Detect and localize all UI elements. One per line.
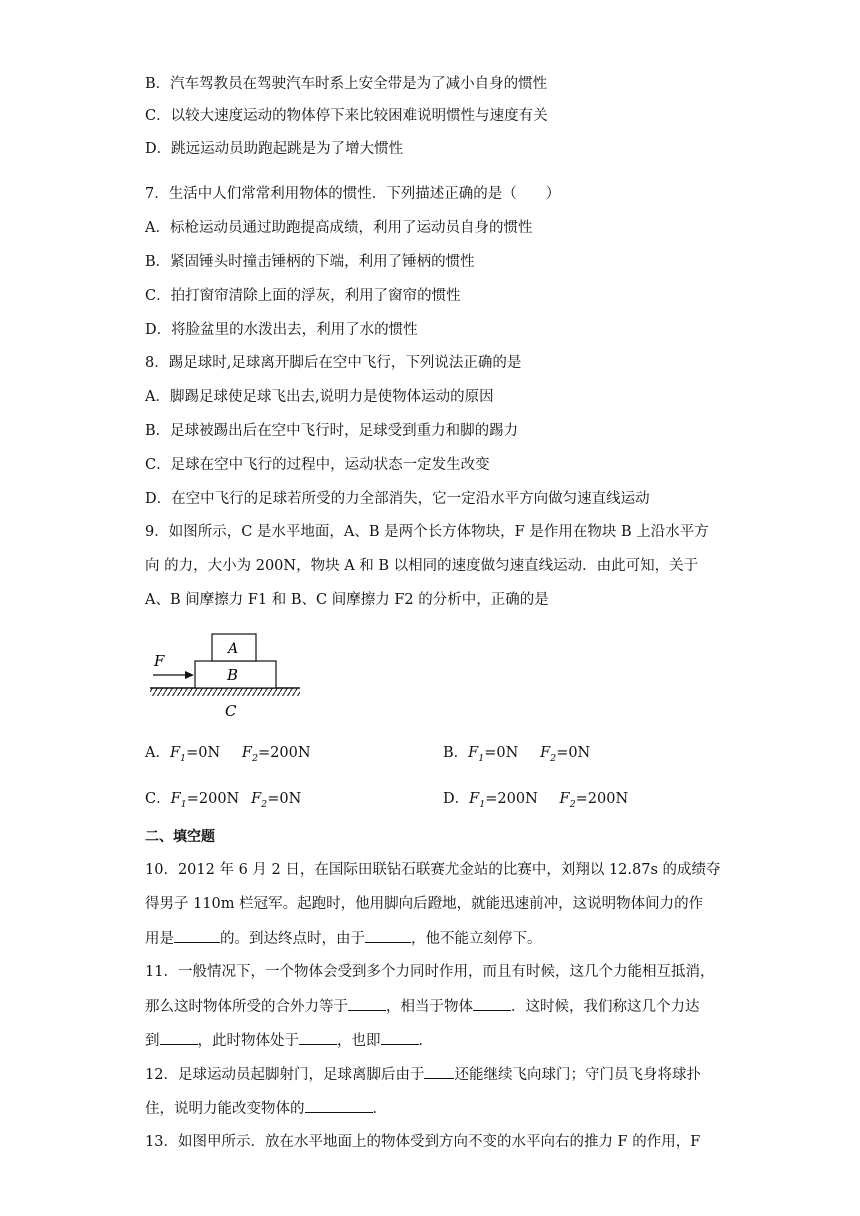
q11-text-d: 到 [145,1033,160,1049]
q9-stem-line2: 向 的力，大小为 200N，物块 A 和 B 以相同的速度做匀速直线运动．由此可知，关于 [145,558,699,574]
q10-blank-1[interactable] [174,928,220,943]
q12-text-b: 还能继续飞向球门；守门员飞身将球扑 [454,1067,701,1083]
q9-option-a-f2: =200N [258,745,311,761]
section-heading-fill-in: 二、填空题 [145,829,215,845]
q9-option-a-letter: A． [145,745,170,761]
q9-figure [145,628,305,720]
q12-blank-1[interactable] [424,1064,454,1079]
q10-line3 [145,928,542,949]
q11-blank-1[interactable] [348,996,386,1011]
q9-option-c: C．$F_1=200N$ $F_2=0N$ [145,791,302,810]
q10-text-b: 的。到达终点时，由于 [220,931,365,947]
q11-blank-4[interactable] [299,1030,337,1045]
q11-text-e: ，此时物体处于 [197,1033,299,1049]
q11-text-a: 那么这时物体所受的合外力等于 [145,999,348,1015]
q7-option-d: D．将脸盆里的水泼出去，利用了水的惯性 [145,322,418,338]
q11-blank-2[interactable] [473,996,511,1011]
label-a: A [228,641,239,657]
q9-stem-line1: 9．如图所示，C 是水平地面，A、B 是两个长方体物块，F 是作用在物块 B 上沿水平方 [145,524,709,540]
q12-text-d: ． [372,1101,387,1117]
q8-option-a: A．脚踢足球使足球飞出去,说明力是使物体运动的原因 [145,389,494,405]
label-f: F [154,652,165,670]
q9-option-c-letter: C． [145,791,171,807]
label-b: B [227,666,239,684]
q11-line2 [145,996,700,1017]
q10-text-c: ，他不能立刻停下。 [411,931,542,947]
q11-blank-5[interactable] [381,1030,419,1045]
q9-stem-line3: A、B 间摩擦力 F1 和 B、C 间摩擦力 F2 的分析中，正确的是 [145,592,549,608]
q9-option-c-f1: =200N [186,791,240,807]
q9-option-d-f2: =200N [575,791,629,807]
q9-option-c-f2: =0N [267,791,302,807]
q11-blank-3[interactable] [160,1030,198,1045]
q12-text-a: 12．足球运动员起脚射门，足球离脚后由于 [145,1067,425,1083]
q6-option-c: C．以较大速度运动的物体停下来比较困难说明惯性与速度有关 [145,108,548,124]
q9-option-d: D．$F_1=200N$ $F_2=200N$ [443,791,629,810]
q8-option-c: C．足球在空中飞行的过程中，运动状态一定发生改变 [145,457,490,473]
ground-hatching [150,688,300,696]
q12-line1 [145,1064,701,1085]
q9-option-b-f2: =0N [556,745,591,761]
q7-option-a: A．标枪运动员通过助跑提高成绩，利用了运动员自身的惯性 [145,220,533,236]
q11-text-c: ．这时候，我们称这几个力达 [511,999,700,1015]
force-arrow-head [185,671,194,679]
q11-text-f: ，也即 [337,1033,381,1049]
q11-line3 [145,1030,433,1051]
q6-option-b: B．汽车驾教员在驾驶汽车时系上安全带是为了减小自身的惯性 [145,76,548,92]
label-c: C [225,702,237,720]
q11-line1: 11．一般情况下，一个物体会受到多个力同时作用，而且有时候，这几个力能相互抵消， [145,964,715,980]
q10-text-a: 用是 [145,931,174,947]
q8-option-b: B．足球被踢出后在空中飞行时，足球受到重力和脚的踢力 [145,423,519,439]
q8-stem: 8．踢足球时,足球离开脚后在空中飞行，下列说法正确的是 [145,355,522,371]
q9-option-b: B．$F_1=0N$ $F_2=0N$ [443,745,591,764]
q8-option-d: D．在空中飞行的足球若所受的力全部消失，它一定沿水平方向做匀速直线运动 [145,491,650,507]
q6-option-d: D．跳远运动员助跑起跳是为了增大惯性 [145,141,404,157]
q9-option-b-letter: B． [443,745,469,761]
q11-text-g: ． [418,1033,433,1049]
q9-option-b-f1: =0N [484,745,519,761]
q13-line1: 13．如图甲所示．放在水平地面上的物体受到方向不变的水平向右的推力 F 的作用，F [145,1134,701,1150]
q10-blank-2[interactable] [365,928,411,943]
q12-line2 [145,1098,387,1119]
q9-option-d-f1: =200N [485,791,538,807]
q10-line2: 得男子 110m 栏冠军。起跑时，他用脚向后蹬地，就能迅速前冲，这说明物体间力的作 [145,896,704,912]
q9-option-a-f1: =0N [186,745,221,761]
q7-option-c: C．拍打窗帘清除上面的浮灰，利用了窗帘的惯性 [145,288,461,304]
q9-option-a: A．$F_1=0N$ $F_2=200N$ [145,745,311,764]
q12-text-c: 住，说明力能改变物体的 [145,1101,305,1117]
q11-text-b: ，相当于物体 [386,999,473,1015]
q9-option-d-letter: D． [443,791,470,807]
q10-line1: 10．2012 年 6 月 2 日，在国际田联钻石联赛尤金站的比赛中，刘翔以 12.87s 的成绩夺 [145,862,721,878]
q7-option-b: B．紧固锤头时撞击锤柄的下端，利用了锤柄的惯性 [145,254,475,270]
q7-stem: 7．生活中人们常常利用物体的惯性．下列描述正确的是（ ） [145,186,561,202]
q12-blank-2[interactable] [305,1098,373,1113]
